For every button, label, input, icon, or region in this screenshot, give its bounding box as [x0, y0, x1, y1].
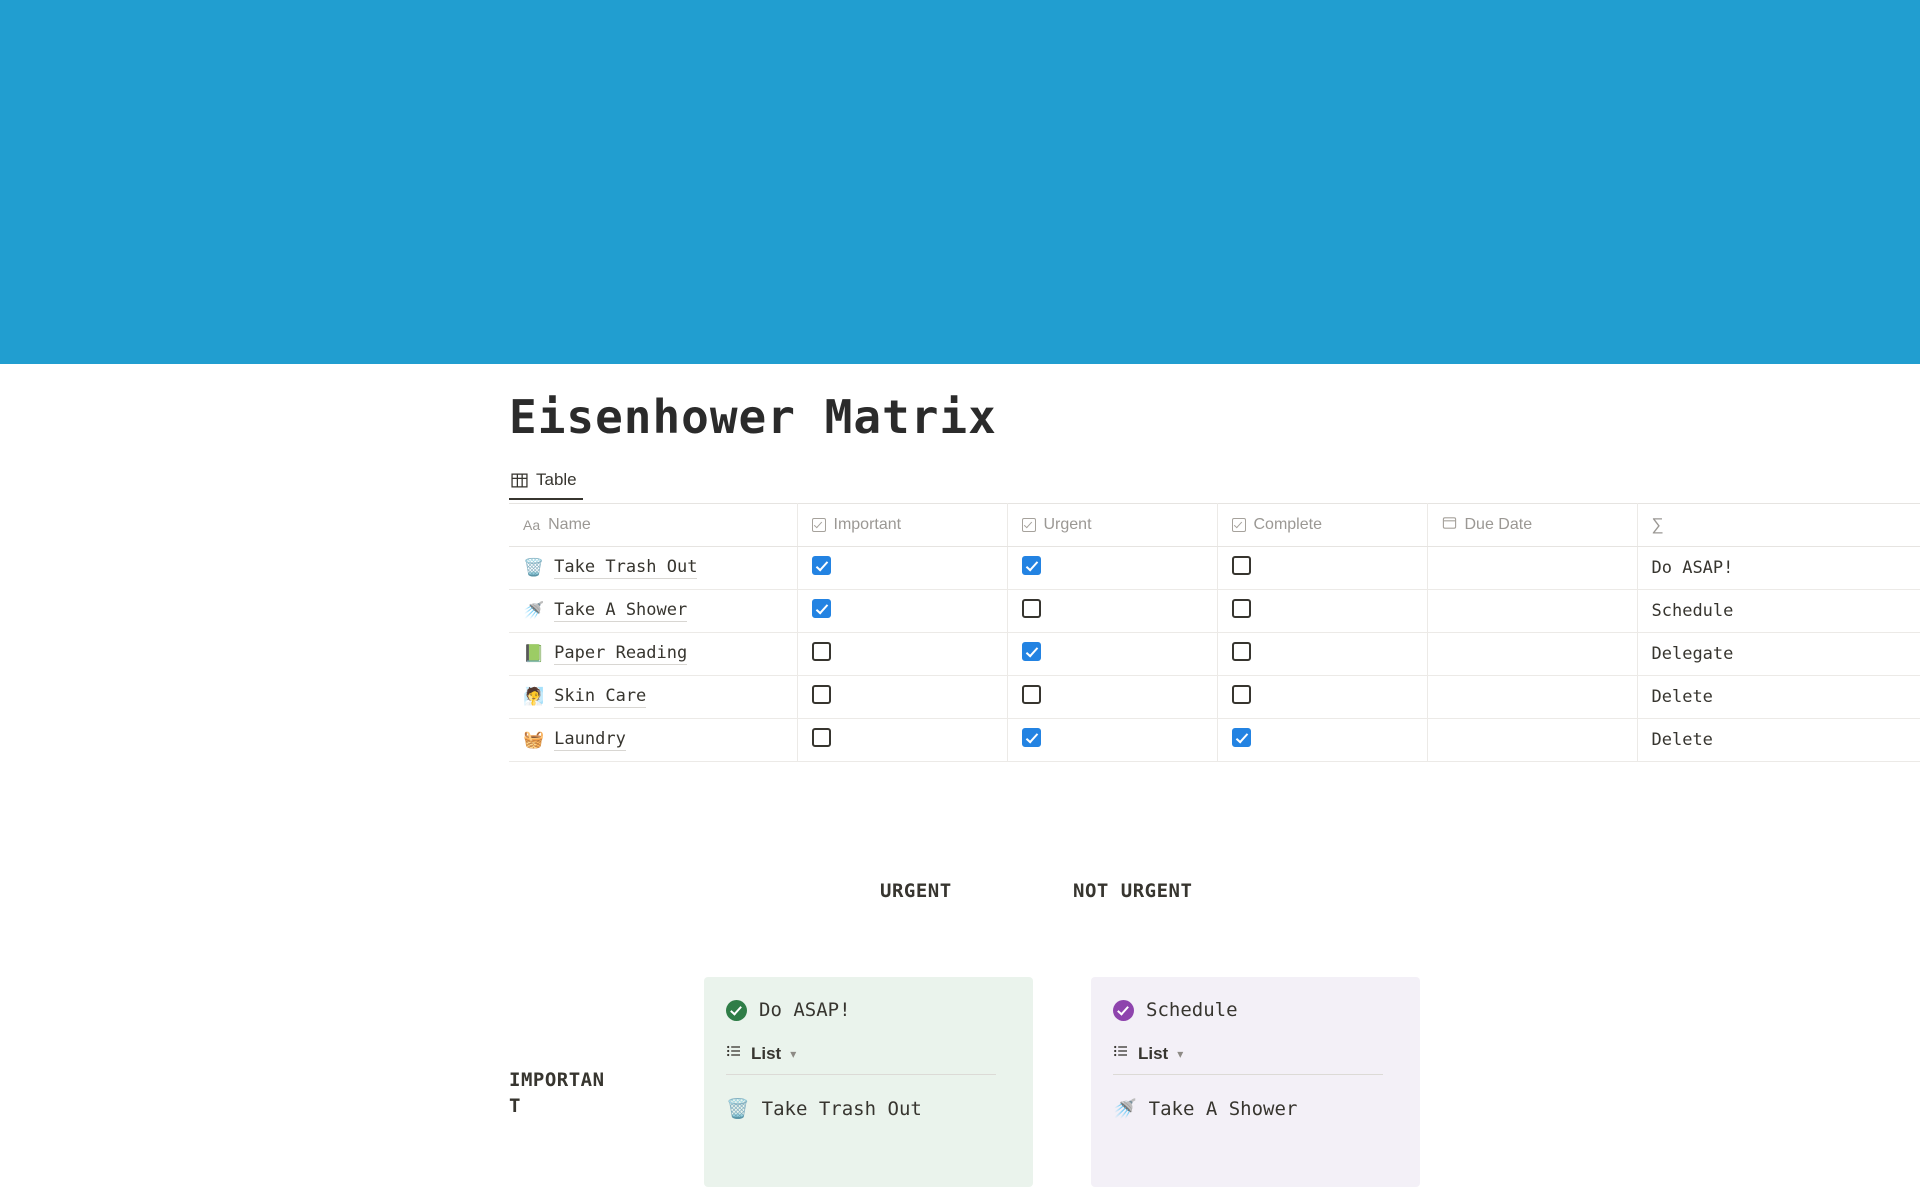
- quadrant-title: [726, 999, 1011, 1021]
- cell-urgent[interactable]: [1007, 676, 1217, 719]
- checkbox-complete[interactable]: [1232, 728, 1251, 747]
- checkbox-urgent[interactable]: [1022, 685, 1041, 704]
- quadrant-view-label: List: [1138, 1043, 1169, 1063]
- row-title[interactable]: Laundry: [554, 729, 626, 750]
- quadrant-do-asap: [704, 977, 1033, 1187]
- checkbox-urgent[interactable]: [1022, 599, 1041, 618]
- page-cover-image: [0, 0, 1920, 364]
- checkbox-important[interactable]: [812, 685, 831, 704]
- table-header: [509, 504, 1920, 547]
- database-view-tabs: [509, 467, 1920, 503]
- checkbox-complete[interactable]: [1232, 685, 1251, 704]
- check-circle-green-icon: [726, 1000, 747, 1021]
- list-item-label: Take Trash Out: [761, 1097, 922, 1120]
- checkbox-icon: [812, 518, 826, 532]
- tab-table-label: Table: [536, 470, 577, 490]
- list-item-label: Take A Shower: [1148, 1097, 1298, 1120]
- cell-due-date[interactable]: [1427, 633, 1637, 676]
- cell-complete[interactable]: [1217, 676, 1427, 719]
- table-row: [509, 590, 1920, 633]
- book-icon: 📗: [523, 643, 545, 664]
- list-item[interactable]: [1113, 1097, 1398, 1120]
- table-row: [509, 676, 1920, 719]
- checkbox-important[interactable]: [812, 599, 831, 618]
- cell-formula: Schedule: [1637, 590, 1920, 633]
- cell-name[interactable]: [509, 590, 797, 633]
- table-body: [509, 547, 1920, 762]
- cell-important[interactable]: [797, 633, 1007, 676]
- cell-important[interactable]: [797, 719, 1007, 762]
- table-header-row: [509, 504, 1920, 547]
- cell-formula: Delegate: [1637, 633, 1920, 676]
- quadrant-title-label: Schedule: [1146, 999, 1238, 1021]
- shower-icon: 🚿: [1113, 1098, 1137, 1120]
- tab-table[interactable]: [509, 470, 583, 500]
- column-header-complete-label: Complete: [1253, 516, 1322, 534]
- cell-due-date[interactable]: [1427, 547, 1637, 590]
- trash-icon: 🗑️: [523, 557, 545, 578]
- cell-complete[interactable]: [1217, 590, 1427, 633]
- table-row: [509, 547, 1920, 590]
- checkbox-complete[interactable]: [1232, 599, 1251, 618]
- cell-formula: Delete: [1637, 676, 1920, 719]
- table-icon: [511, 472, 528, 489]
- matrix-label-urgent: URGENT: [880, 880, 952, 902]
- table-row: [509, 633, 1920, 676]
- checkbox-important[interactable]: [812, 556, 831, 575]
- quadrant-schedule: [1091, 977, 1420, 1187]
- checkbox-urgent[interactable]: [1022, 642, 1041, 661]
- column-header-important[interactable]: [797, 504, 1007, 547]
- quadrant-view-label: List: [751, 1043, 782, 1063]
- matrix-column-labels: [509, 880, 1920, 920]
- sigma-icon: ∑: [1651, 515, 1664, 535]
- cell-name[interactable]: [509, 547, 797, 590]
- cell-important[interactable]: [797, 547, 1007, 590]
- cell-complete[interactable]: [1217, 633, 1427, 676]
- list-item[interactable]: [726, 1097, 1011, 1120]
- shower-icon: 🚿: [523, 600, 545, 621]
- cell-urgent[interactable]: [1007, 590, 1217, 633]
- column-header-name-label: Name: [548, 516, 591, 534]
- checkbox-urgent[interactable]: [1022, 556, 1041, 575]
- matrix-label-not-urgent: NOT URGENT: [1073, 880, 1193, 902]
- column-header-urgent[interactable]: [1007, 504, 1217, 547]
- list-icon: [726, 1043, 742, 1064]
- matrix-label-important: IMPORTANT: [509, 1069, 605, 1118]
- trash-icon: 🗑️: [726, 1098, 750, 1120]
- cell-name[interactable]: [509, 676, 797, 719]
- cell-due-date[interactable]: [1427, 590, 1637, 633]
- column-header-urgent-label: Urgent: [1043, 516, 1092, 534]
- quadrant-view-selector[interactable]: [1113, 1043, 1383, 1075]
- page-content: [509, 364, 1920, 762]
- quadrant-title: [1113, 999, 1398, 1021]
- column-header-complete[interactable]: [1217, 504, 1427, 547]
- calendar-icon: [1442, 515, 1457, 535]
- checkbox-icon: [1232, 518, 1246, 532]
- cell-complete[interactable]: [1217, 719, 1427, 762]
- column-header-formula[interactable]: [1637, 504, 1920, 547]
- cell-urgent[interactable]: [1007, 633, 1217, 676]
- quadrant-view-selector[interactable]: [726, 1043, 996, 1075]
- column-header-important-label: Important: [833, 516, 902, 534]
- row-title[interactable]: Paper Reading: [554, 643, 688, 664]
- laundry-icon: 🧺: [523, 729, 545, 750]
- checkbox-icon: [1022, 518, 1036, 532]
- checkbox-complete[interactable]: [1232, 642, 1251, 661]
- cell-urgent[interactable]: [1007, 547, 1217, 590]
- checkbox-urgent[interactable]: [1022, 728, 1041, 747]
- checkbox-important[interactable]: [812, 642, 831, 661]
- skincare-icon: 🧖: [523, 686, 545, 707]
- cell-complete[interactable]: [1217, 547, 1427, 590]
- column-header-due-date[interactable]: [1427, 504, 1637, 547]
- cell-due-date[interactable]: [1427, 719, 1637, 762]
- chevron-down-icon[interactable]: ▾: [790, 1046, 797, 1061]
- row-title[interactable]: Take A Shower: [554, 600, 688, 621]
- checkbox-complete[interactable]: [1232, 556, 1251, 575]
- row-title[interactable]: Take Trash Out: [554, 557, 698, 578]
- cell-name[interactable]: [509, 633, 797, 676]
- chevron-down-icon[interactable]: ▾: [1177, 1046, 1184, 1061]
- check-circle-purple-icon: [1113, 1000, 1134, 1021]
- cell-formula: Do ASAP!: [1637, 547, 1920, 590]
- column-header-due-date-label: Due Date: [1464, 516, 1533, 534]
- checkbox-important[interactable]: [812, 728, 831, 747]
- cell-name[interactable]: [509, 719, 797, 762]
- table-row: [509, 719, 1920, 762]
- eisenhower-matrix: [509, 880, 1920, 1120]
- quadrant-title-label: Do ASAP!: [759, 999, 851, 1021]
- cell-important[interactable]: [797, 676, 1007, 719]
- page-title: Eisenhower Matrix: [509, 390, 997, 444]
- text-aa-icon: Aa: [523, 517, 541, 534]
- list-icon: [1113, 1043, 1129, 1064]
- column-header-name[interactable]: [509, 504, 797, 547]
- row-title[interactable]: Skin Care: [554, 686, 647, 707]
- cell-due-date[interactable]: [1427, 676, 1637, 719]
- tasks-table: [509, 503, 1920, 762]
- cell-formula: Delete: [1637, 719, 1920, 762]
- cell-urgent[interactable]: [1007, 719, 1217, 762]
- cell-important[interactable]: [797, 590, 1007, 633]
